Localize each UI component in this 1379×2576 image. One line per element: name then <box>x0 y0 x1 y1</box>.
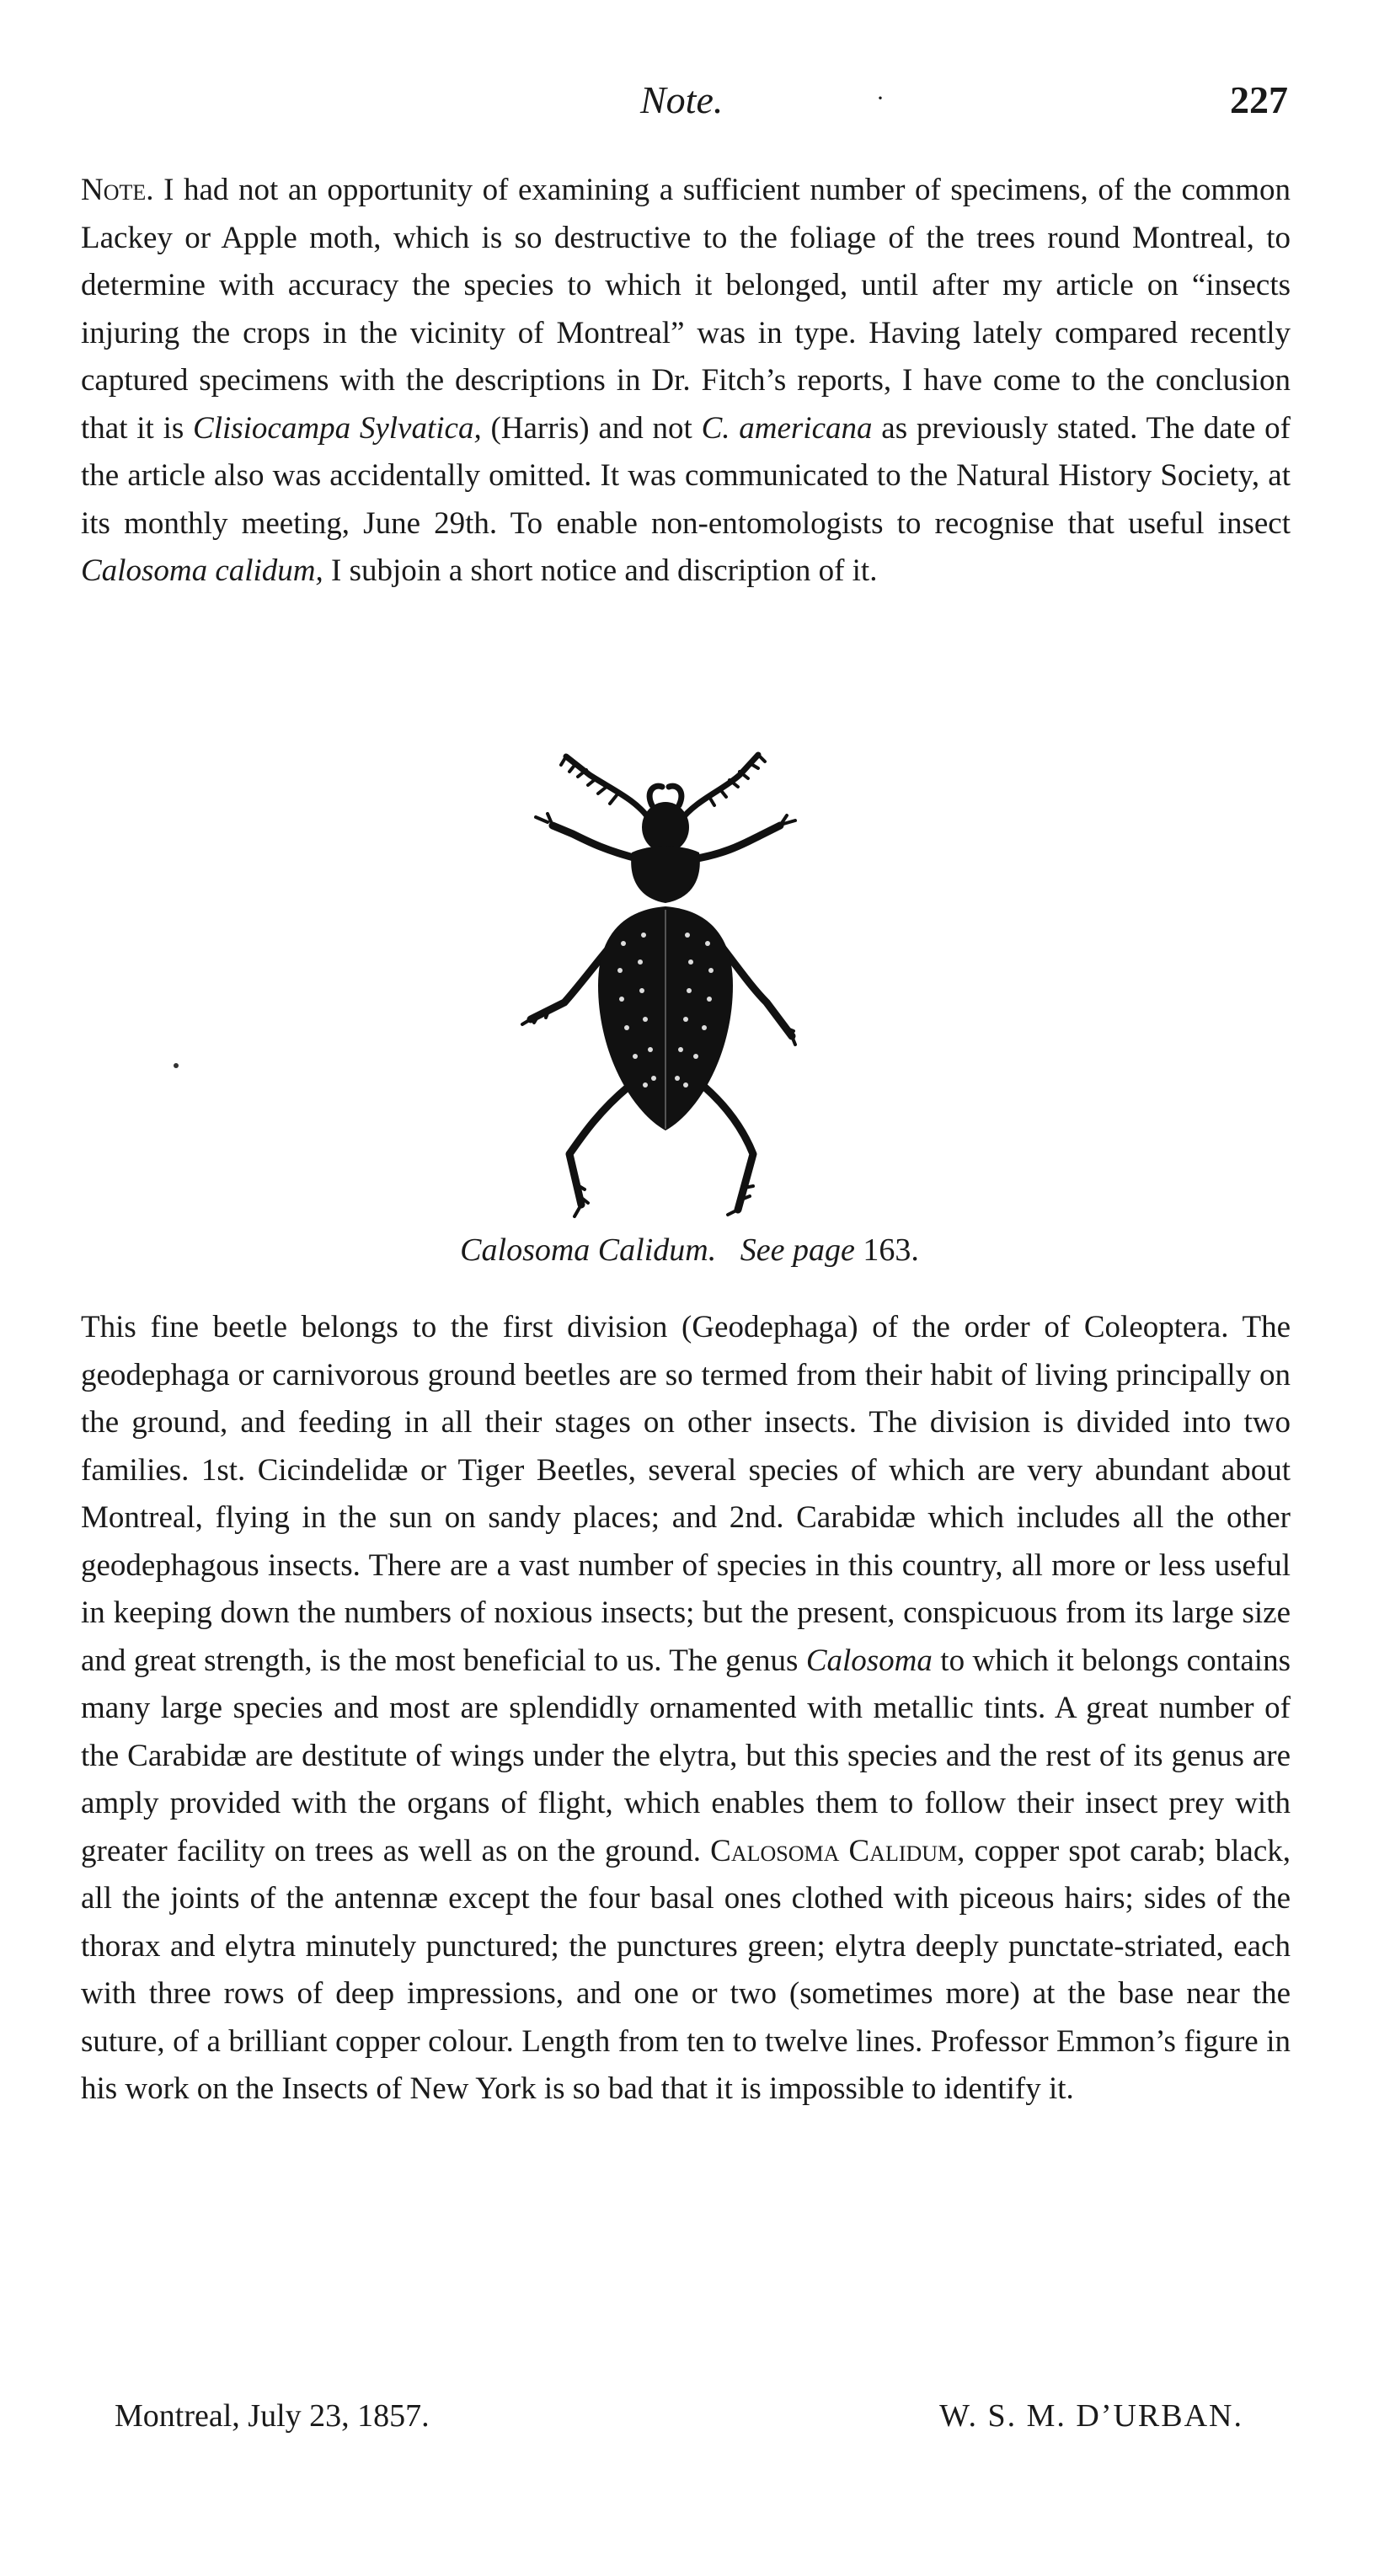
body-text-1: This fine beetle belongs to the first division (Geodephaga) of the order of Coleoptera. The geodephaga or carnivorous ground beetles are so termed from their habit of living principally on the ground, and feeding in all their stages on other insects. The division is divided into two families. 1st. Cicindelidæ or Tiger Beetles, several species of which are very abundant about Montreal, flying in the sun on sandy places; and 2nd. Carabidæ which includes all the other geodephagous insects. There are a vast number of species in this country, all more or less useful in keeping down the numbers of noxious insects; but the present, conspicuous from its large size and great strength, is the most beneficial to us. The genus <box>81 1310 1291 1678</box>
note-text-2: (Harris) and not <box>481 410 702 446</box>
species-calosoma: Calosoma calidum, <box>81 553 323 588</box>
body-text-3: copper spot carab; black, all the joints of the antennæ except the four basal ones clothed with piceous hairs; sides of the thorax and elytra minutely punctured; the punctures green; elytra deeply punctate-striated, each with three rows of deep impressions, and one or two (sometimes more) at the base near the suture, of a brilliant copper colour. Length from ten to twelve lines. Professor Emmon’s figure in his work on the Insects of New York is so bad that it is impossible to identify it. <box>81 1833 1291 2106</box>
signature: W. S. M. D’URBAN. <box>939 2398 1243 2434</box>
caption-see: See page <box>740 1232 855 1268</box>
header-dot: · <box>876 84 885 112</box>
note-text-1: I had not an opportunity of examining a sufficient number of specimens, of the common Lackey or Apple moth, which is so destructive to the foliage of the trees round Montreal, to determine with accuracy the species to which it belonged, until after my article on “insects injuring the crops in the vicinity of Montreal” was in type. Having lately compared recently captured specimens with the descriptions in Dr. Fitch’s reports, I have come to the conclusion that it is <box>81 173 1291 446</box>
note-text-4: I subjoin a short notice and discription of it. <box>323 553 878 588</box>
body-paragraph <box>81 1304 1291 2114</box>
body-text-2: to which it belongs contains many large species and most are splendidly ornamented with metallic tints. A great number of the Carabidæ are destitute of wings under the elytra, but this species and the rest of its genus are amply provided with the organs of flight, which enables them to follow their insect prey with greater facility on trees as well as on the ground. <box>81 1643 1291 1868</box>
print-speck <box>174 1063 179 1068</box>
dateline: Montreal, July 23, 1857. <box>115 2398 430 2434</box>
caption-species: Calosoma Calidum. <box>460 1232 717 1268</box>
genus-calosoma: Calosoma <box>805 1643 933 1678</box>
species-clisiocampa: Clisiocampa Sylvatica, <box>193 410 482 446</box>
note-lead: Note. <box>81 173 154 207</box>
running-title: Note. <box>640 78 724 121</box>
caption-page: 163. <box>854 1232 919 1268</box>
page-header <box>0 77 1379 145</box>
species-small-caps: Calosoma Calidum, <box>710 1833 965 1868</box>
beetle-icon <box>472 750 859 1230</box>
figure-caption <box>0 1232 1379 1269</box>
page-number: 227 <box>1230 78 1288 121</box>
note-text-3: as previously stated. The date of the article also was accidentally omitted. It was communicated to the Natural History Society, at its monthly meeting, June 29th. To enable non-entomologists to recognise that useful insect <box>81 410 1291 541</box>
signoff <box>81 2397 1294 2448</box>
beetle-illustration <box>472 750 859 1230</box>
species-americana: C. americana <box>701 410 873 446</box>
note-paragraph <box>81 167 1291 596</box>
